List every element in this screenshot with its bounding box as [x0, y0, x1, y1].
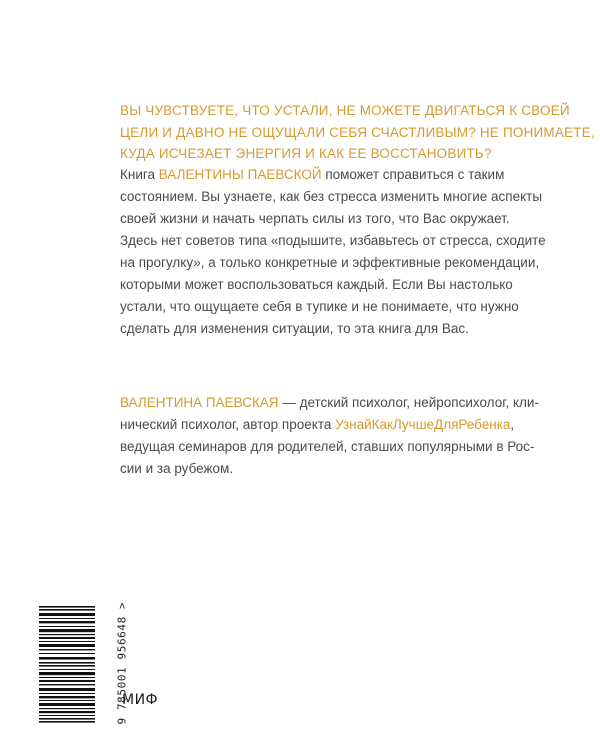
text-line: ведущая семинаров для родителей, ставших популярными в Рос-: [120, 439, 535, 454]
text-line: устали, что ощущаете себя в тупике и не понимаете, что нужно: [120, 299, 519, 314]
lead-question: [120, 100, 595, 165]
text-fragment: ,: [510, 417, 515, 432]
text-line: [120, 392, 540, 414]
text-line: сии и за рубежом.: [120, 461, 234, 476]
isbn-number: 9 785001 956648 >: [115, 601, 129, 725]
author-name-highlight: ВАЛЕНТИНА ПАЕВСКАЯ: [120, 395, 279, 410]
text-fragment: — детский психолог, нейропсихолог, кли-: [278, 395, 539, 410]
text-line: состоянием. Вы узнаете, как без стресса изменить многие аспекты: [120, 189, 543, 204]
text-line: [120, 414, 540, 436]
lead-line: ВЫ ЧУВСТВУЕТЕ, ЧТО УСТАЛИ, НЕ МОЖЕТЕ ДВИГАТЬСЯ К СВОЕЙ: [120, 103, 570, 118]
text-line: своей жизни и начать черпать силы из того, что Вас окружает.: [120, 211, 510, 226]
text-line: на прогулку», а только конкретные и эффективные рекомендации,: [120, 255, 540, 270]
text-line: которыми может воспользоваться каждый. Если Вы настолько: [120, 277, 513, 292]
text-line: Здесь нет советов типа «подышите, избавьтесь от стресса, сходите: [120, 233, 546, 248]
text-line: сделать для изменения ситуации, то эта книга для Вас.: [120, 321, 469, 336]
publisher-logo: МИФ: [122, 692, 159, 708]
lead-line: КУДА ИСЧЕЗАЕТ ЭНЕРГИЯ И КАК ЕЕ ВОССТАНОВИТЬ?: [120, 146, 492, 161]
text-line: [120, 164, 540, 186]
description-paragraph-1: [120, 164, 543, 230]
author-name-highlight: ВАЛЕНТИНЫ ПАЕВСКОЙ: [158, 167, 322, 182]
text-fragment: Книга: [120, 167, 159, 182]
description-paragraph-2: [120, 230, 546, 340]
isbn-barcode: [37, 604, 95, 726]
project-name-highlight: УзнайКакЛучшеДляРебенка: [335, 417, 511, 432]
author-bio: [120, 392, 540, 480]
text-fragment: нический психолог, автор проекта: [120, 417, 336, 432]
lead-line: ЦЕЛИ И ДАВНО НЕ ОЩУЩАЛИ СЕБЯ СЧАСТЛИВЫМ? НЕ ПОНИМАЕТЕ,: [120, 124, 595, 140]
text-fragment: поможет справиться с таким: [321, 167, 505, 182]
